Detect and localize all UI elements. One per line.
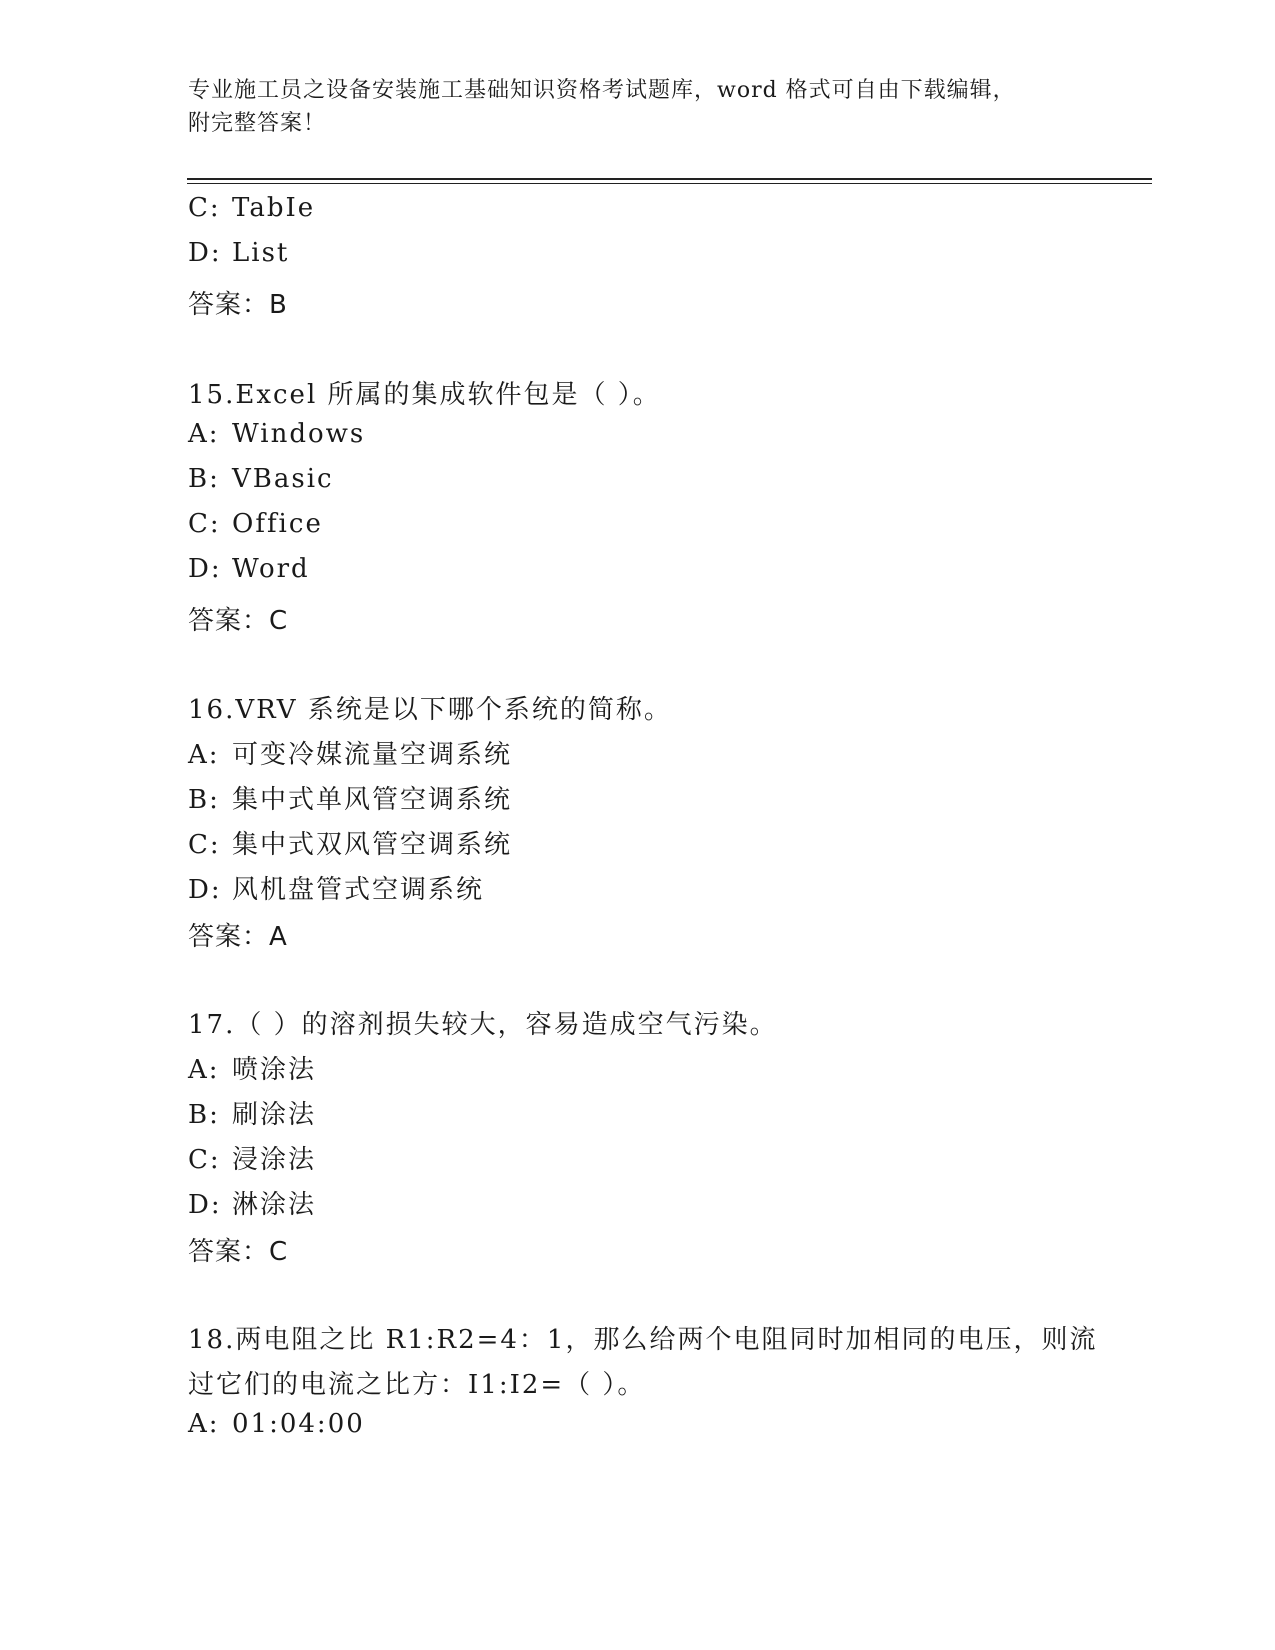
option-text: 淋涂法 [232,1190,317,1220]
option-text: Windows [232,419,366,449]
option-text: 浸涂法 [232,1145,317,1175]
option-text: TabIe [232,193,316,223]
option-letter: A: [188,740,220,770]
option-text: 集中式单风管空调系统 [232,785,513,815]
q16-stem: 16.VRV 系统是以下哪个系统的简称。 [188,695,672,725]
option-letter: A: [188,1055,220,1085]
q17-option-b [188,1094,316,1131]
option-letter: A: [188,419,220,449]
header-title-line1: 专业施工员之设备安装施工基础知识资格考试题库，word 格式可自由下载编辑， [188,78,1016,103]
q15-option-c [188,509,323,539]
q16-option-c [188,824,512,861]
q17-option-d [188,1184,316,1221]
option-text: 喷涂法 [232,1055,317,1085]
option-letter: B: [188,464,220,494]
q16-option-d [188,869,484,906]
option-letter: C: [188,830,221,860]
q15-option-a [188,419,365,449]
q17-answer: 答案：C [188,1237,289,1267]
document-header [188,74,1088,140]
header-divider-thin [187,183,1152,184]
option-letter: D: [188,1190,222,1220]
option-text: 01:04:00 [232,1409,365,1439]
option-letter: C: [188,1145,221,1175]
option-text: VBasic [232,464,334,494]
option-letter: B: [188,1100,220,1130]
q18-stem-line1: 18.两电阻之比 R1:R2=4：1，那么给两个电阻同时加相同的电压，则流 [188,1325,1098,1355]
q16-answer: 答案：A [188,922,288,952]
option-text: List [232,238,290,268]
option-letter: B: [188,785,220,815]
option-letter: D: [188,238,222,268]
q15-answer: 答案：C [188,606,289,636]
option-letter: D: [188,554,222,584]
header-title-line2: 附完整答案！ [188,111,327,136]
q14-option-c [188,193,315,223]
q14-answer: 答案：B [188,290,288,320]
q17-stem: 17.（ ）的溶剂损失较大，容易造成空气污染。 [188,1010,778,1040]
q14-option-d [188,238,289,268]
q17-option-a [188,1049,316,1086]
option-letter: A: [188,1409,220,1439]
option-text: Word [232,554,310,584]
q16-option-a [188,734,512,771]
option-text: 刷涂法 [232,1100,317,1130]
option-letter: C: [188,193,221,223]
option-text: 风机盘管式空调系统 [232,875,485,905]
option-text: 集中式双风管空调系统 [232,830,513,860]
q18-option-a [188,1409,365,1439]
q17-option-c [188,1139,316,1176]
q15-option-b [188,464,334,494]
option-text: Office [232,509,323,539]
header-divider-thick [187,178,1152,180]
option-letter: D: [188,875,222,905]
q18-stem-line2: 过它们的电流之比方：I1:I2=（ ）。 [188,1370,646,1400]
q16-option-b [188,779,512,816]
option-letter: C: [188,509,221,539]
q15-stem: 15.Excel 所属的集成软件包是（ ）。 [188,380,661,410]
option-text: 可变冷媒流量空调系统 [232,740,513,770]
q15-option-d [188,554,310,584]
